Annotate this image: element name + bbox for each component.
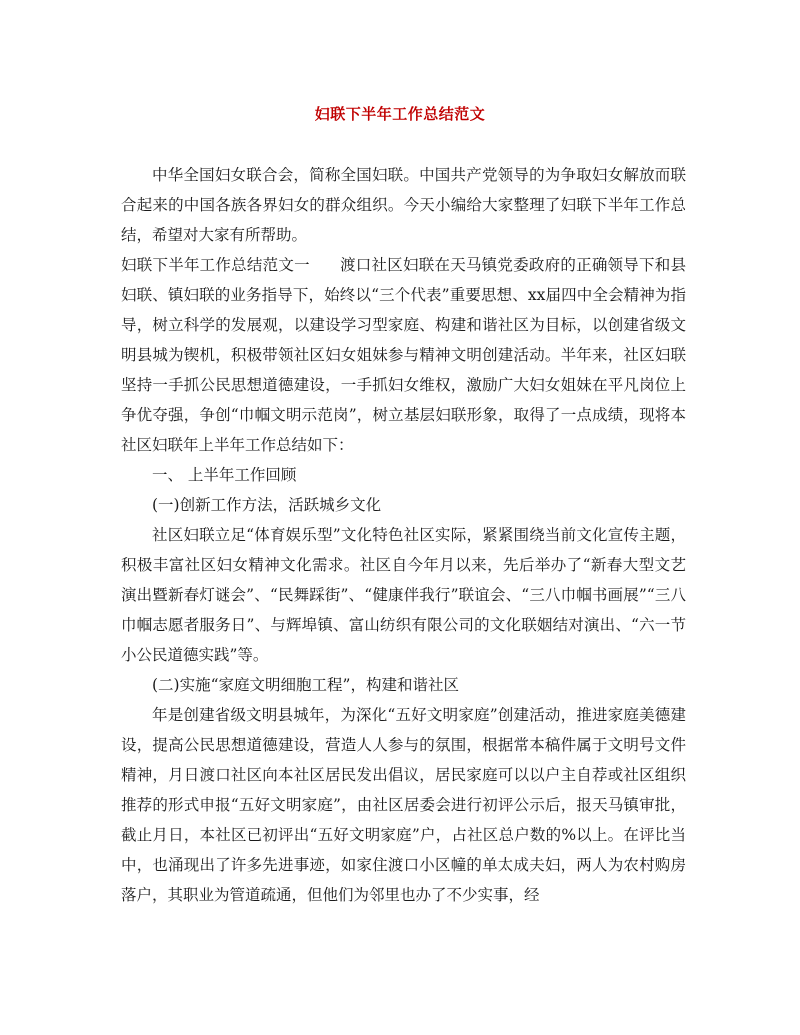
section-one-heading: 妇联下半年工作总结范文一 [121, 256, 310, 274]
subsection-two-body: 年是创建省级文明县城年，为深化“五好文明家庭”创建活动，推进家庭美德建设，提高公民思想道德建设，营造人人参与的氛围，根据常本稿件属于文明号文件精神，月日渡口社区向本社区居民发出倡议，居民家庭可以以户主自荐或社区组织推荐的形式申报“五好文明家庭”，由社区居委会进行初评公示后，报天马镇审批，截止月日，本社区已初评出“五好文明家庭”户，占社区总户数的%以上。在评比当中，也涌现出了许多先进事迹，如家住渡口小区幢的单太成夫妇，两人为农村购房落户，其职业为管道疏通，但他们为邻里也办了不少实事，经 [121, 706, 686, 904]
review-heading: 一、 上半年工作回顾 [152, 466, 297, 484]
subsection-one-body: 社区妇联立足“体育娱乐型”文化特色社区实际，紧紧围绕当前文化宣传主题，积极丰富社区妇女精神文化需求。社区自今年月以来，先后举办了“新春大型文艺演出暨新春灯谜会”、“民舞踩街”、“健康伴我行”联谊会、“三八巾帼书画展”“三八巾帼志愿者服务日”、与辉埠镇、富山纺织有限公司的文化联姻结对演出、“六一节小公民道德实践”等。 [121, 526, 686, 664]
document-body [121, 160, 686, 910]
section-one-paragraph [121, 250, 686, 460]
section-one-body: 渡口社区妇联在天马镇党委政府的正确领导下和县妇联、镇妇联的业务指导下，始终以“三个代表”重要思想、xx届四中全会精神为指导，树立科学的发展观，以建设学习型家庭、构建和谐社区为目标，以创建省级文明县城为锲机，积极带领社区妇女姐妹参与精神文明创建活动。半年来，社区妇联坚持一手抓公民思想道德建设，一手抓妇女维权，激励广大妇女姐妹在平凡岗位上争优夺强，争创“巾帼文明示范岗”，树立基层妇联形象，取得了一点成绩，现将本社区妇联年上半年工作总结如下： [121, 256, 686, 454]
intro-paragraph: 中华全国妇女联合会，简称全国妇联。中国共产党领导的为争取妇女解放而联合起来的中国各族各界妇女的群众组织。今天小编给大家整理了妇联下半年工作总结，希望对大家有所帮助。 [121, 166, 686, 244]
subsection-one-heading: (一)创新工作方法，活跃城乡文化 [152, 496, 382, 514]
subsection-two-heading: (二)实施“家庭文明细胞工程”，构建和谐社区 [152, 676, 459, 694]
document-title: 妇联下半年工作总结范文 [314, 105, 486, 123]
